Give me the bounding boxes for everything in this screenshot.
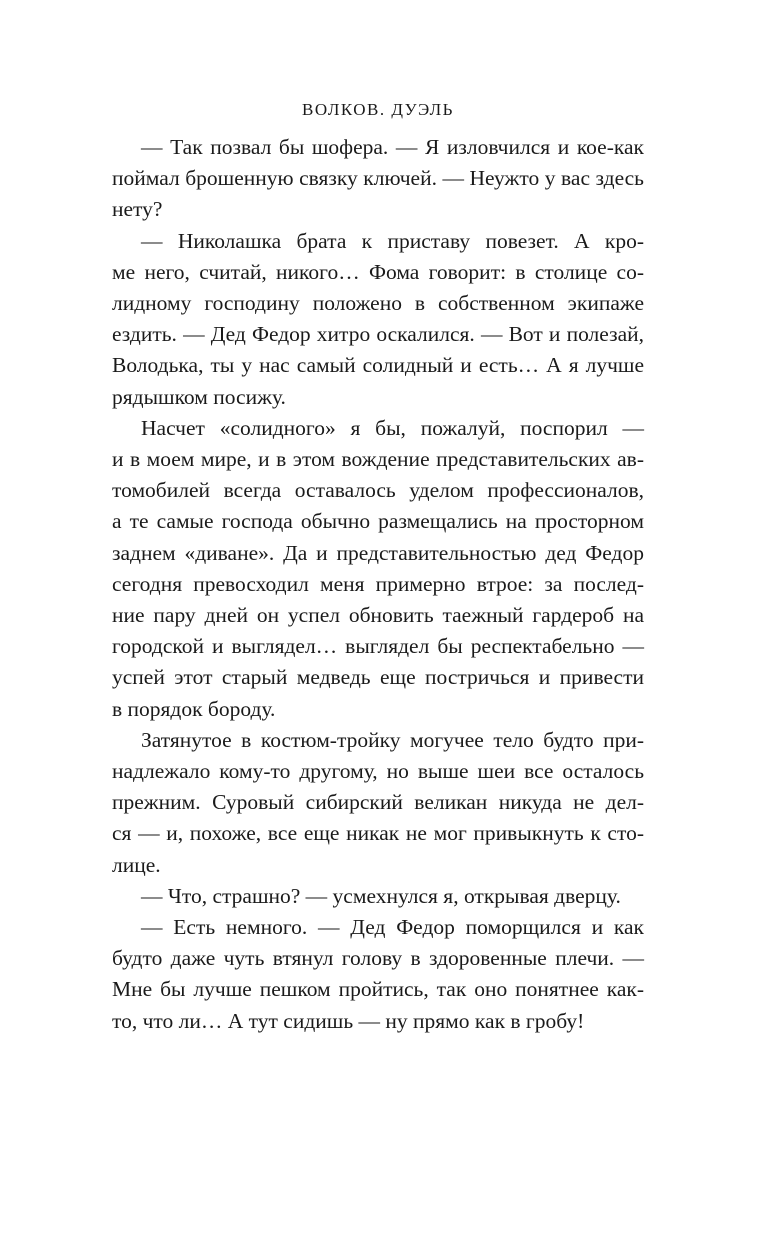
text-line: ме него, считай, никого… Фома говорит: в столице со-	[112, 259, 644, 284]
text-line: — Так позвал бы шофера. — Я изловчился и кое-как	[141, 135, 644, 159]
paragraph	[112, 881, 644, 912]
paragraph	[112, 413, 644, 725]
text-line: а те самые господа обычно размещались на просторном	[112, 509, 644, 534]
running-head: ВОЛКОВ. ДУЭЛЬ	[302, 100, 454, 119]
text-line: — Николашка брата к приставу повезет. А кро-	[141, 228, 644, 253]
paragraph	[112, 725, 644, 881]
text-line: надлежало кому-то другому, но выше шеи все осталось	[112, 759, 644, 784]
text-line: томобилей всегда оставалось уделом профессионалов,	[112, 478, 644, 503]
text-line: ние пару дней он успел обновить таежный гардероб на	[112, 603, 644, 628]
paragraph	[112, 912, 644, 1037]
text-line: городской и выглядел… выглядел бы респектабельно —	[112, 634, 644, 659]
text-line: в порядок бороду.	[112, 696, 276, 721]
book-page	[112, 96, 644, 1037]
text-line: поймал брошенную связку ключей. — Неужто у вас здесь	[112, 166, 644, 191]
text-line: Мне бы лучше пешком пройтись, так оно понятнее как-	[112, 977, 644, 1002]
text-line: прежним. Суровый сибирский великан никуда не дел-	[112, 790, 644, 815]
text-line: Насчет «солидного» я бы, пожалуй, поспорил —	[141, 415, 644, 440]
text-body	[112, 132, 644, 1037]
paragraph	[112, 132, 644, 226]
text-line: то, что ли… А тут сидишь — ну прямо как в гробу!	[112, 1008, 585, 1033]
text-line: Володька, ты у нас самый солидный и есть… А я лучше	[112, 353, 644, 378]
text-line: ся — и, похоже, все еще никак не мог привыкнуть к сто-	[112, 821, 644, 846]
text-line: лице.	[112, 852, 161, 877]
text-line: сегодня превосходил меня примерно втрое: за послед-	[112, 571, 644, 596]
text-line: — Что, страшно? — усмехнулся я, открывая дверцу.	[141, 883, 621, 908]
text-line: успей этот старый медведь еще постричься и привести	[112, 665, 644, 690]
text-line: и в моем мире, и в этом вождение представительских ав-	[112, 447, 644, 472]
text-line: будто даже чуть втянул голову в здоровенные плечи. —	[112, 946, 644, 971]
text-line: нету?	[112, 197, 163, 222]
text-line: Затянутое в костюм-тройку могучее тело будто при-	[141, 727, 644, 752]
text-line: лидному господину положено в собственном экипаже	[112, 291, 644, 316]
text-line: ездить. — Дед Федор хитро оскалился. — Вот и полезай,	[112, 322, 644, 347]
text-line: заднем «диване». Да и представительностью дед Федор	[112, 540, 644, 565]
text-line: рядышком посижу.	[112, 384, 286, 409]
text-line: — Есть немного. — Дед Федор поморщился и как	[141, 915, 644, 940]
paragraph	[112, 226, 644, 413]
